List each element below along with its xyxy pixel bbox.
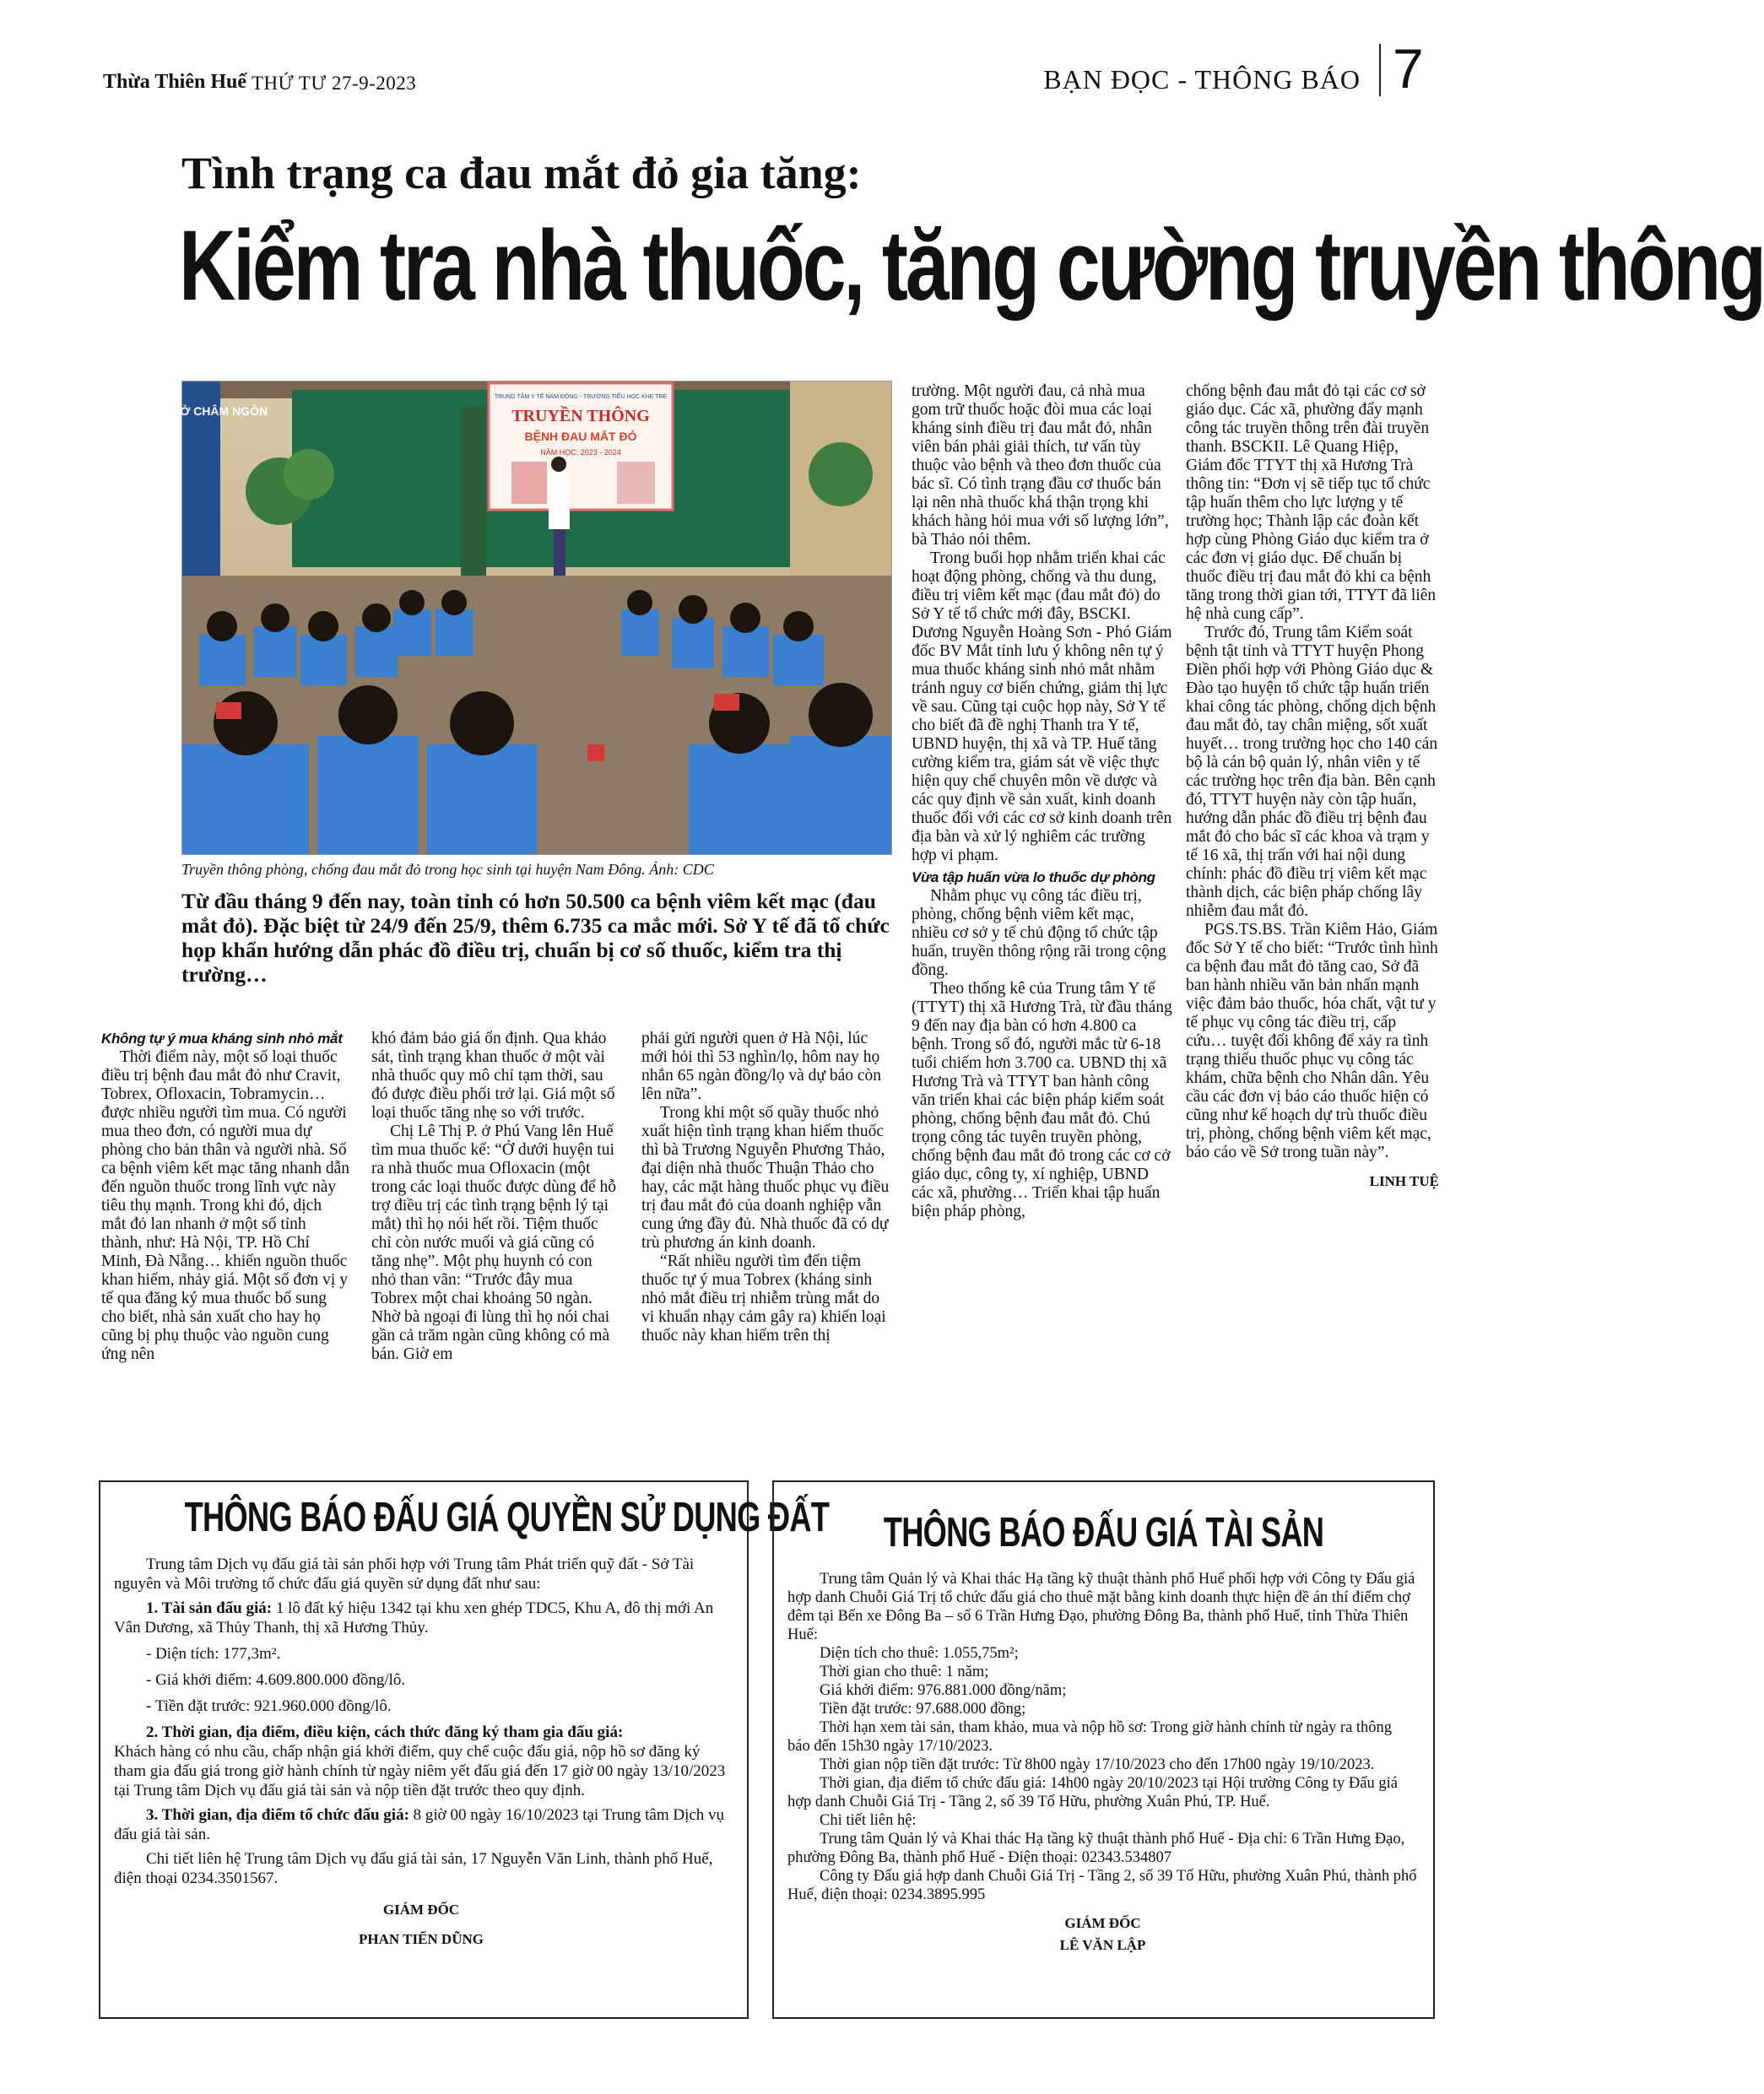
- notice-land-area: - Diện tích: 177,3m².: [146, 1645, 281, 1663]
- notice-asset-auction: [772, 1480, 1435, 2019]
- notice-land-contact: Chi tiết liên hệ Trung tâm Dịch vụ đấu giá tài sản, 17 Nguyễn Văn Linh, thành phố Huế, điện thoại 0234.3501567.: [114, 1850, 713, 1887]
- banner-title: TRUYỀN THÔNG: [511, 407, 650, 425]
- notice-land-signer-title: GIÁM ĐỐC: [382, 1902, 460, 1918]
- article-column-4: [912, 382, 1173, 1221]
- notice-asset-title: THÔNG BÁO ĐẤU GIÁ TÀI SẢN: [883, 1510, 1324, 1556]
- notice-asset-viewing: Thời hạn xem tài sản, tham khảo, mua và nộp hồ sơ: Trong giờ hành chính từ ngày ra thông báo đến 15h30 ngày 17/10/2023.: [787, 1719, 1393, 1755]
- notice-asset-start-price: Giá khởi điểm: 976.881.000 đồng/năm;: [820, 1682, 1067, 1699]
- subhead-training: Vừa tập huấn vừa lo thuốc dự phòng: [912, 869, 1155, 885]
- col3-paragraph-1: phải gửi người quen ở Hà Nội, lúc mới hỏi thì 53 nghìn/lọ, hôm nay họ nhắn 65 ngàn đồng/lọ và dự báo còn lên nữa”.: [641, 1030, 882, 1103]
- notice-land-auction-time: [114, 1805, 728, 1844]
- col5-paragraph-3: PGS.TS.BS. Trần Kiêm Hảo, Giám đốc Sở Y tế cho biết: “Trước tình hình ca bệnh đau mắt đỏ tăng cao, Sở đã ban hành nhiều văn bản nhấn mạnh việc đảm bảo thuốc, hóa chất, vật tư y tế phục vụ công tác điều trị, cấp cứu… tuyệt đối không để xảy ra tình trạng thiếu thuốc phục vụ công tác khám, chữa bệnh cho Nhân dân. Yêu cầu các đơn vị báo cáo thuốc hiện có cũng như kế hoạch dự trù thuốc điều trị, phòng, chống bệnh viêm kết mạc, báo cáo về Sở trong tuần này”.: [1186, 921, 1438, 1161]
- article-kicker: Tình trạng ca đau mắt đỏ gia tăng:: [181, 148, 862, 198]
- notice-land-registration: Khách hàng có nhu cầu, chấp nhận giá khởi điểm, quy chế cuộc đấu giá, nộp hồ sơ đăng ký tham gia đấu giá trong giờ hành chính từ ngày niêm yết đấu giá đến 17 giờ 00 ngày 13/10/2023 tại Trung tâm Dịch vụ đấu giá tài sản và nộp tiền đặt trước theo quy định.: [114, 1743, 726, 1799]
- notice-land-signer-name: PHAN TIẾN DŨNG: [359, 1931, 484, 1947]
- page-number: 7: [1393, 37, 1424, 100]
- notice-land-deposit: - Tiền đặt trước: 921.960.000 đồng/lô.: [146, 1697, 392, 1715]
- photo-caption: Truyền thông phòng, chống đau mắt đỏ trong học sinh tại huyện Nam Đông. Ảnh: CDC: [181, 861, 714, 878]
- col4-paragraph-4: Theo thống kê của Trung tâm Y tế (TTYT) thị xã Hương Trà, từ đầu tháng 9 đến nay địa bàn có hơn 4.800 ca bệnh. Trong số đó, người mắc từ 6-18 tuổi chiếm hơn 3.700 ca. UBND thị xã Hương Trà và TTYT ban hành công văn triển khai các biện pháp kiểm soát phòng, chống bệnh đau mắt đỏ. Chú trọng công tác tuyên truyền phòng, chống bệnh đau mắt đỏ trong các cơ cở giáo dục, công ty, xí nghiệp, UBND các xã, phường… Triển khai tập huấn biện pháp phòng,: [912, 980, 1172, 1220]
- section-title: BẠN ĐỌC - THÔNG BÁO: [1043, 64, 1361, 95]
- banner-year: NĂM HỌC: 2023 - 2024: [540, 448, 621, 457]
- notice-land-title: THÔNG BÁO ĐẤU GIÁ QUYỀN SỬ DỤNG ĐẤT: [184, 1495, 830, 1540]
- article-column-3: [641, 1030, 895, 1345]
- subhead-no-antibiotics: Không tự ý mua kháng sinh nhỏ mắt: [101, 1031, 343, 1047]
- col4-paragraph-2: Trong buổi họp nhằm triển khai các hoạt động phòng, chống và thu dung, điều trị viêm kết mạc (đau mắt đỏ) do Sở Y tế tổ chức mới đây, BSCKI. Dương Nguyễn Hoàng Sơn - Phó Giám đốc BV Mắt tỉnh lưu ý không nên tự ý mua thuốc kháng sinh nhỏ mắt nhằm tránh nguy cơ biến chứng, giảm thị lực về sau. Cũng tại cuộc họp này, Sở Y tế cho biết đã đề nghị Thanh tra Y tế, UBND huyện, thị xã và TP. Huế tăng cường kiểm tra, giám sát về việc thực hiện quy chế chuyên môn về dược và các quy định về sản xuất, kinh doanh thuốc đối với các cơ sở kinh doanh trên địa bàn và xử lý nghiêm các trường hợp vi phạm.: [912, 549, 1172, 864]
- col3-paragraph-3: “Rất nhiều người tìm đến tiệm thuốc tự ý mua Tobrex (kháng sinh nhỏ mắt điều trị nhiễm trùng mắt do vi khuẩn nhạy cảm gây ra) khiến loại thuốc này khan hiếm trên thị: [641, 1253, 886, 1345]
- article-author: LINH TUỆ: [1369, 1173, 1439, 1189]
- col2-paragraph-1: khó đảm bảo giá ổn định. Qua khảo sát, tình trạng khan thuốc ở một vài nhà thuốc quy mô chỉ tạm thời, sau đó được điều phối trở lại. Giá một số loại thuốc tăng nhẹ so với trước.: [371, 1030, 615, 1122]
- col3-paragraph-2: Trong khi một số quầy thuốc nhỏ xuất hiện tình trạng khan hiếm thuốc thì bà Trương Nguyễn Phương Thảo, đại diện nhà thuốc Thuận Thảo cho hay, các mặt hàng thuốc phục vụ điều trị đau mắt đỏ của doanh nghiệp vẫn cung ứng đầy đủ. Nhà thuốc đã có dự trù phương án kinh doanh.: [641, 1104, 890, 1252]
- auction-time-text: 8 giờ 00 ngày 16/10/2023 tại Trung tâm Dịch vụ đấu giá tài sản.: [114, 1806, 725, 1843]
- registration-label: 2. Thời gian, địa điểm, điều kiện, cách thức đăng ký tham gia đấu giá:: [146, 1723, 624, 1741]
- notice-land-start-price: - Giá khởi điểm: 4.609.800.000 đồng/lô.: [146, 1671, 406, 1689]
- notice-asset-contact-label: Chi tiết liên hệ:: [820, 1812, 917, 1829]
- notice-asset-contact-1: Trung tâm Quản lý và Khai thác Hạ tầng kỹ thuật thành phố Huế - Địa chỉ: 6 Trần Hưng Đạo, phường Đông Ba, thành phố Huế - Điện thoại: 02343.534807: [787, 1831, 1405, 1866]
- banner-top: TRUNG TÂM Y TẾ NAM ĐÔNG - TRƯỜNG TIỂU HỌC KHE TRE: [494, 394, 668, 400]
- notice-land-asset: [114, 1599, 728, 1637]
- notice-asset-payment: Thời gian nộp tiền đặt trước: Từ 8h00 ngày 17/10/2023 cho đến 17h00 ngày 19/10/2023.: [820, 1756, 1375, 1773]
- article-photo: [133, 381, 892, 855]
- col4-paragraph-1: trường. Một người đau, cả nhà mua gom trữ thuốc hoặc đòi mua các loại kháng sinh điều trị đau mắt đỏ, nhân viên bán phải giải thích, tư vấn tùy thuộc vào bệnh và theo đơn thuốc của bác sĩ. Có tình trạng đầu cơ thuốc bán lại nên nhà thuốc khá thận trọng khi khách hàng hỏi mua với số lượng lớn”, bà Thảo nói thêm.: [912, 382, 1169, 549]
- article-lead: Từ đầu tháng 9 đến nay, toàn tỉnh có hơn 50.500 ca bệnh viêm kết mạc (đau mắt đỏ). Đặc biệt từ 24/9 đến 25/9, thêm 6.735 ca mắc mới. Sở Y tế đã tổ chức họp khẩn hướng dẫn phác đồ điều trị, chuẩn bị cơ số thuốc, kiểm tra thị trường…: [181, 889, 890, 987]
- notice-land-auction: [99, 1480, 830, 2019]
- issue-date: THỨ TƯ 27-9-2023: [252, 73, 417, 94]
- notice-asset-auction-time: Thời gian, địa điểm tổ chức đấu giá: 14h00 ngày 20/10/2023 tại Hội trường Công ty Đấu giá hợp danh Chuỗi Giá Trị - Tầng 2, số 39 Tố Hữu, phường Xuân Phú, TP. Huế.: [787, 1775, 1398, 1810]
- notice-asset-deposit: Tiền đặt trước: 97.688.000 đồng;: [820, 1701, 1026, 1718]
- col5-paragraph-1: chống bệnh đau mắt đỏ tại các cơ sở giáo dục. Các xã, phường đẩy mạnh công tác truyền thông trên đài truyền thanh. BSCKII. Lê Quang Hiệp, Giám đốc TTYT thị xã Hương Trà thông tin: “Đơn vị sẽ tiếp tục tổ chức tập huấn thêm cho lực lượng y tế trường học; Thành lập các đoàn kết hợp cùng Phòng Giáo dục kiểm tra ở các đơn vị giáo dục. Để chuẩn bị thuốc điều trị đau mắt đỏ khi ca bệnh tăng trong thời gian tới, TTYT đã liên hệ nhà cung cấp”.: [1186, 382, 1437, 623]
- notice-land-registration-label: [114, 1723, 728, 1742]
- notice-asset-contact-2: Công ty Đấu giá hợp danh Chuỗi Giá Trị - Tầng 2, số 39 Tố Hữu, phường Xuân Phú, thành phố Huế, điện thoại: 0234.3895.995: [787, 1868, 1417, 1903]
- article-column-2: [371, 1030, 620, 1364]
- article-column-1: [101, 1030, 350, 1364]
- notice-asset-signer-title: GIÁM ĐỐC: [1064, 1915, 1141, 1931]
- notice-asset-area: Diện tích cho thuê: 1.055,75m²;: [820, 1645, 1019, 1662]
- notice-land-intro: Trung tâm Dịch vụ đấu giá tài sản phối hợp với Trung tâm Phát triển quỹ đất - Sở Tài nguyên và Môi trường tổ chức đấu giá quyền sử dụng đất như sau:: [114, 1556, 695, 1593]
- photo-side-sign: MỤC TRỞ CHÂM NGÔN: [133, 404, 268, 418]
- col4-paragraph-3: Nhằm phục vụ công tác điều trị, phòng, chống bệnh viêm kết mạc, nhiều cơ sở y tế chủ động tổ chức tập huấn, truyền thông rộng rãi trong cộng đồng.: [912, 887, 1166, 979]
- banner-subtitle: BỆNH ĐAU MẮT ĐỎ: [524, 430, 637, 443]
- header-divider: [1379, 44, 1381, 96]
- asset-text: 1 lô đất ký hiệu 1342 tại khu xen ghép TDC5, Khu A, đô thị mới An Vân Dương, xã Thủy Thanh, thị xã Hương Thủy.: [114, 1599, 714, 1637]
- notice-asset-signer-name: LÊ VĂN LẬP: [1059, 1937, 1146, 1953]
- article-headline: Kiểm tra nhà thuốc, tăng cường truyền thông: [179, 210, 1764, 322]
- notice-asset-intro: Trung tâm Quản lý và Khai thác Hạ tầng kỹ thuật thành phố Huế phối hợp với Công ty Đấu giá hợp danh Chuỗi Giá Trị tổ chức đấu giá cho thuê mặt bằng kinh doanh thực hiện đề án thí điểm chợ đêm tại Bến xe Đông Ba – số 6 Trần Hưng Đạo, phường Đông Ba, thành phố Huế, tỉnh Thừa Thiên Huế:: [787, 1571, 1415, 1643]
- asset-label: 1. Tài sản đấu giá:: [146, 1599, 273, 1617]
- col1-paragraph: Thời điểm này, một số loại thuốc điều trị bệnh đau mắt đỏ như Cravit, Tobrex, Ofloxacin, Tobramycin… được nhiều người tìm mua. Có người mua theo đơn, có người mua dự phòng cho bản thân và người nhà. Số ca bệnh viêm kết mạc tăng nhanh dẫn đến nguồn thuốc trong lĩnh vực này tiêu thụ mạnh. Trong khi đó, dịch mắt đỏ lan nhanh ở một số tỉnh thành, như: Hà Nội, TP. Hồ Chí Minh, Đà Nẵng… khiến nguồn thuốc khan hiếm, nhảy giá. Một số đơn vị y tế qua đăng ký mua thuốc bổ sung cho biết, nhà sản xuất cho hay họ cũng bị phụ thuộc vào nguồn cung ứng nên: [101, 1048, 350, 1363]
- auction-time-label: 3. Thời gian, địa điểm tổ chức đấu giá:: [146, 1806, 409, 1824]
- notice-asset-term: Thời gian cho thuê: 1 năm;: [820, 1664, 989, 1680]
- newspaper-name: Thừa Thiên Huế: [103, 71, 247, 93]
- col5-paragraph-2: Trước đó, Trung tâm Kiểm soát bệnh tật tỉnh và TTYT huyện Phong Điền phối hợp với Phòng Giáo dục & Đào tạo huyện tổ chức tập huấn triển khai công tác phòng, chống dịch bệnh đau mắt đỏ, tay chân miệng, sốt xuất huyết… trong trường học cho 140 cán bộ là cán bộ quản lý, nhân viên y tế các trường học trên địa bàn. Bên cạnh đó, TTYT huyện này còn tập huấn, hướng dẫn phác đồ điều trị bệnh đau mắt đỏ cho bác sĩ các khoa và trạm y tế 16 xã, thị trấn với hai nội dung chính: phác đồ điều trị viêm kết mạc thành dịch, các biện pháp chống lây nhiễm đau mắt đỏ.: [1186, 624, 1438, 920]
- col2-paragraph-2: Chị Lê Thị P. ở Phú Vang lên Huế tìm mua thuốc kể: “Ở dưới huyện tui ra nhà thuốc mua Ofloxacin (một trong các loại thuốc được dùng để hỗ trợ điều trị các tình trạng bệnh lý tại mắt) thì họ nói hết rồi. Tiệm thuốc chỉ còn nước muối và giá cũng có tăng nhẹ”. Một phụ huynh có con nhỏ than vãn: “Trước đây mua Tobrex một chai khoảng 50 ngàn. Nhờ bà ngoại đi lùng thì họ nói chai gần cả trăm ngàn cũng không có mà bán. Giờ em: [371, 1123, 617, 1363]
- article-column-5: [1186, 382, 1439, 1191]
